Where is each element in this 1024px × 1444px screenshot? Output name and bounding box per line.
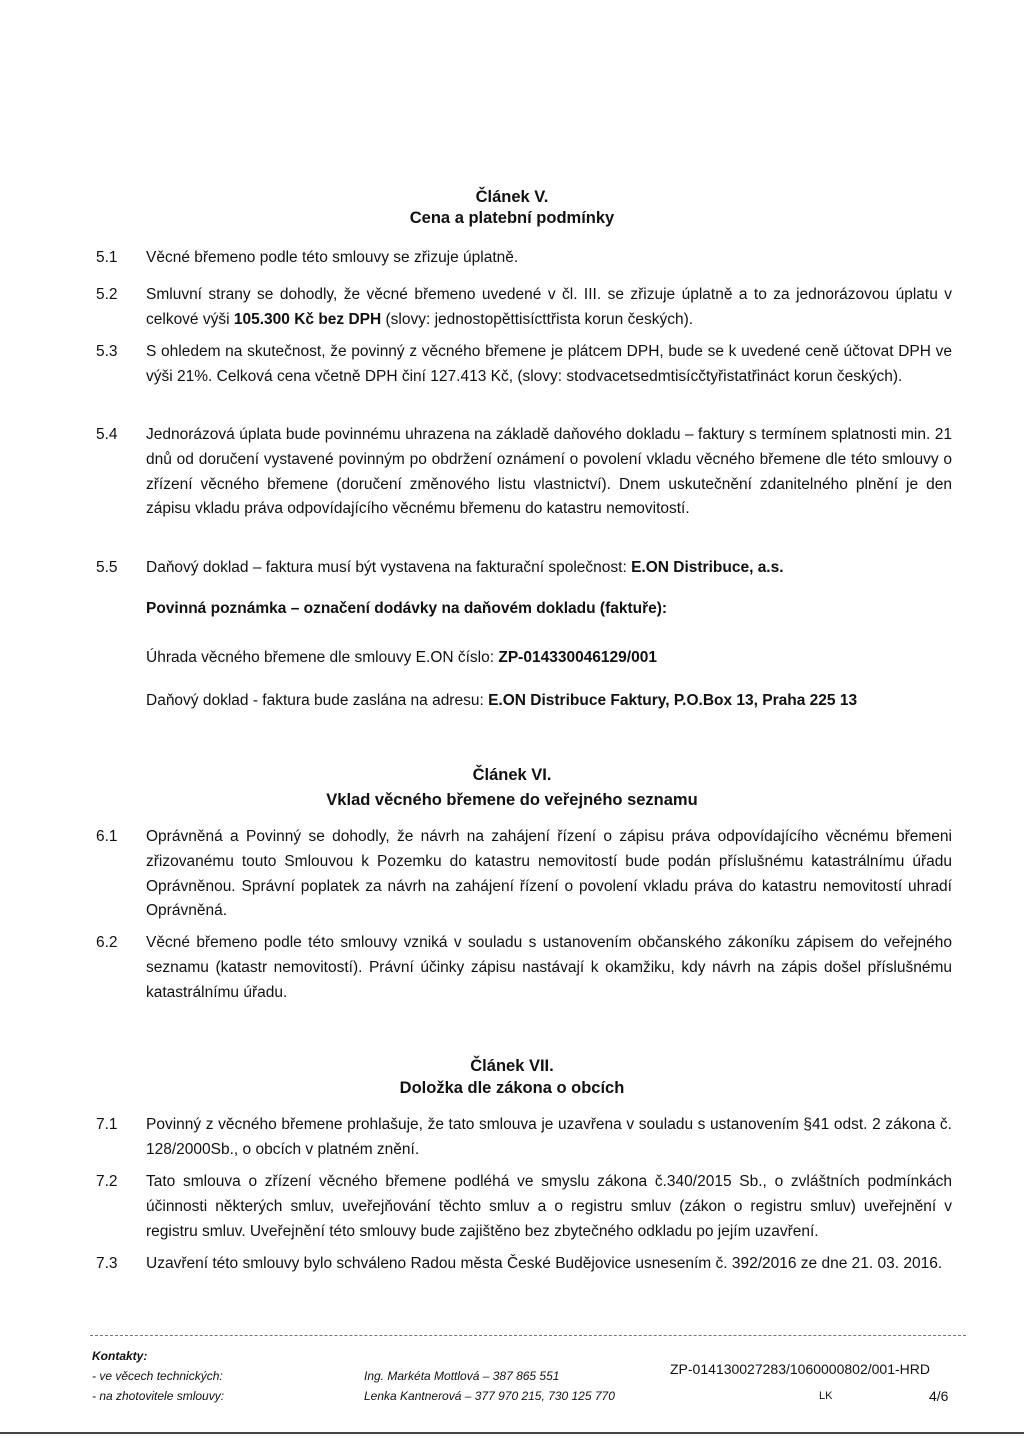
article-7-subtitle: Doložka dle zákona o obcích <box>399 1079 625 1097</box>
article-7-title: Článek VII. <box>470 1057 554 1075</box>
footer-contacts-label: Kontakty: <box>92 1349 148 1363</box>
clause-6-1: Oprávněná a Povinný se dohodly, že návrh na zahájení řízení o zápisu práva odpovídajícího věcnému břemeni zřizovanému touto Smlouvou k Pozemku do katastru nemovitostí bude podán příslušnému katastrálnímu úřadu Oprávněnou. Správní poplatek za návrh na zahájení řízení o povolení vkladu práva do katastru nemovitostí uhradí Oprávněná. <box>146 828 952 920</box>
article-6-title: Článek VI. <box>472 766 552 784</box>
article-5-subtitle: Cena a platební podmínky <box>409 209 615 227</box>
footer-page-number: 4/6 <box>929 1388 949 1404</box>
footer-document-id: ZP-014130027283/1060000802/001-HRD <box>670 1361 930 1377</box>
article-6-subtitle: Vklad věcného břemene do veřejného seznamu <box>326 791 698 809</box>
footer-contractor-contact: Lenka Kantnerová – 377 970 215, 730 125 770 <box>364 1389 615 1403</box>
clause-number: 5.2 <box>96 286 118 303</box>
clause-number: 7.3 <box>96 1255 118 1272</box>
mandatory-note-heading: Povinná poznámka – označení dodávky na daňovém dokladu (faktuře): <box>146 600 668 617</box>
clause-number: 6.2 <box>96 934 118 951</box>
clause-7-3: Uzavření této smlouvy bylo schváleno Radou města České Budějovice usnesením č. 392/2016 ze dne 21. 03. 2016. <box>146 1255 943 1272</box>
clause-number: 7.2 <box>96 1173 118 1190</box>
clause-number: 5.1 <box>96 249 118 266</box>
clause-number: 5.3 <box>96 343 118 360</box>
clause-number: 5.5 <box>96 559 118 576</box>
footer-tech-label: - ve věcech technických: <box>92 1369 223 1383</box>
clause-number: 6.1 <box>96 828 118 845</box>
clause-7-1: Povinný z věcného břemene prohlašuje, že tato smlouva je uzavřena v souladu s ustanovením §41 odst. 2 zákona č. 128/2000Sb., o obcích v platném znění. <box>146 1116 952 1158</box>
clause-5-2: Smluvní strany se dohodly, že věcné břemeno uvedené v čl. III. se zřizuje úplatně a to za jednorázovou úplatu v celkové výši 105.300 Kč bez DPH (slovy: jednostopěttisícttřista korun českých). <box>146 286 952 328</box>
clause-6-2: Věcné břemeno podle této smlouvy vzniká v souladu s ustanovením občanského zákoníku zápisem do veřejného seznamu (katastr nemovitostí). Právní účinky zápisu nastávají k okamžiku, kdy návrh na zápis došel příslušnému katastrálnímu úřadu. <box>146 934 952 1001</box>
invoice-address: Daňový doklad - faktura bude zaslána na adresu: E.ON Distribuce Faktury, P.O.Box 13, Praha 225 13 <box>146 692 858 709</box>
invoice-note-contract: Úhrada věcného břemene dle smlouvy E.ON číslo: ZP-014330046129/001 <box>146 649 657 666</box>
clause-5-4: Jednorázová úplata bude povinnému uhrazena na základě daňového dokladu – faktury s termínem splatnosti min. 21 dnů od doručení vystavené povinným po obdržení oznámení o povolení vkladu věcného břemene dle této smlouvy o zřízení věcného břemene (doručení změnového listu vlastnictví). Dnem uskutečnění zdanitelného plnění je den zápisu vkladu práva odpovídajícího věcnému břemenu do katastru nemovitostí. <box>146 426 952 518</box>
clause-5-5: Daňový doklad – faktura musí být vystavena na fakturační společnost: E.ON Distribuce, a.s. <box>146 559 784 576</box>
article-5-title: Článek V. <box>475 188 549 206</box>
clause-number: 5.4 <box>96 426 118 443</box>
clause-number: 7.1 <box>96 1116 118 1133</box>
footer-tech-contact: Ing. Markéta Mottlová – 387 865 551 <box>364 1369 560 1383</box>
clause-5-1: Věcné břemeno podle této smlouvy se zřizuje úplatně. <box>146 249 519 266</box>
footer-contractor-label: - na zhotovitele smlouvy: <box>92 1389 225 1403</box>
clause-7-2: Tato smlouva o zřízení věcného břemene podléhá ve smyslu zákona č.340/2015 Sb., o zvláštních podmínkách účinnosti některých smluv, uveřejňování těchto smluv a o registru smluv (zákon o registru smluv) uveřejnění v registru smluv. Uveřejnění této smlouvy bude zajištěno bez zbytečného odkladu po jejím uzavření. <box>146 1173 952 1240</box>
footer-divider <box>90 1335 966 1336</box>
footer-initials: LK <box>819 1390 833 1402</box>
clause-5-3: S ohledem na skutečnost, že povinný z věcného břemene je plátcem DPH, bude se k uvedené ceně účtovat DPH ve výši 21%. Celková cena včetně DPH činí 127.413 Kč, (slovy: stodvacetsedmtisícčtyřistatřináct korun českých). <box>146 343 952 385</box>
page-bottom-rule <box>0 1432 1024 1434</box>
